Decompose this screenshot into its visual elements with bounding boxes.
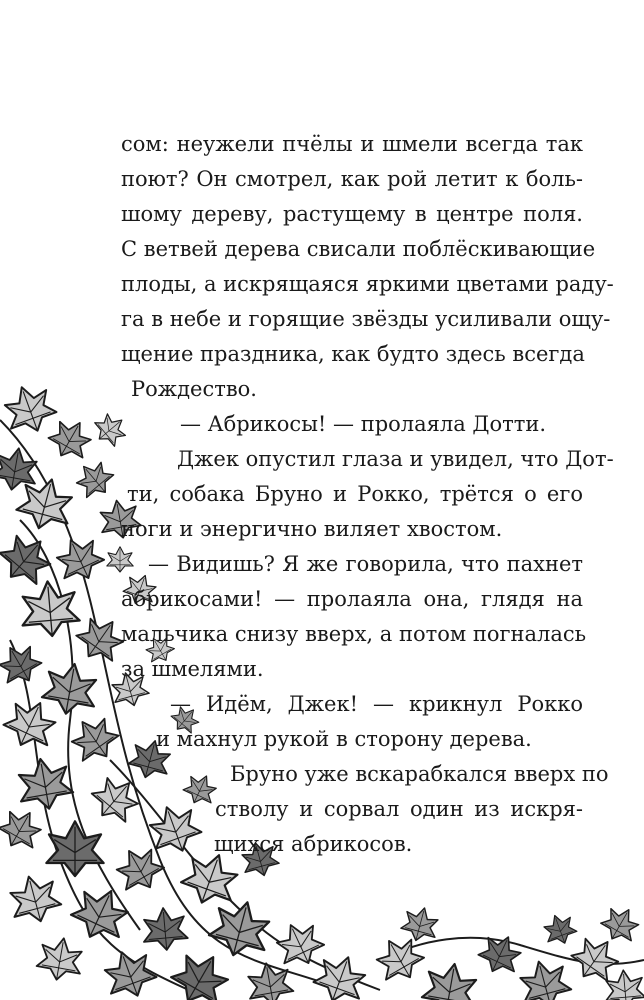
text-line: — Абрикосы! — пролаяла Дотти.: [180, 412, 547, 436]
ivy-leaf: [540, 910, 579, 948]
ivy-leaf: [604, 969, 644, 1000]
ivy-leaf: [40, 659, 101, 718]
ivy-leaf: [165, 944, 236, 1000]
ivy-leaf: [474, 929, 526, 980]
text-line: щение праздника, как будто здесь всегда: [121, 342, 585, 366]
ivy-leaf: [44, 413, 97, 466]
ivy-leaf: [14, 754, 75, 813]
ivy-leaf: [70, 455, 119, 503]
ivy-leaf: [110, 840, 169, 898]
ivy-leaf: [0, 803, 47, 856]
text-line: щихся абрикосов.: [214, 832, 413, 856]
text-line: плоды, а искрящаяся яркими цветами раду-: [121, 272, 614, 296]
text-line: мальчика снизу вверх, а потом погналась: [121, 622, 587, 646]
ivy-leaf: [310, 949, 371, 1000]
ivy-leaf: [420, 959, 481, 1000]
text-line: Рождество.: [131, 377, 257, 401]
ivy-leaf: [107, 547, 133, 572]
text-line: С ветвей дерева свисали поблёскивающие: [121, 237, 596, 261]
ivy-leaf: [370, 930, 429, 988]
text-line: и махнул рукой в сторону дерева.: [156, 727, 532, 751]
ivy-leaf: [515, 955, 574, 1000]
ivy-leaf: [0, 445, 40, 494]
ivy-leaf: [0, 526, 59, 593]
ivy-leaf: [66, 880, 135, 948]
text-line: — Идём, Джек! — крикнул Рокко: [170, 692, 583, 716]
text-line: стволу и сорвал один из искря-: [215, 797, 583, 821]
text-line: ноги и энергично виляет хвостом.: [121, 517, 503, 541]
text-line: за шмелями.: [121, 657, 264, 681]
text-line: поют? Он смотрел, как рой летит к боль-: [121, 167, 583, 191]
ivy-leaf: [89, 408, 131, 450]
text-line: Бруно уже вскарабкался вверх по: [230, 762, 609, 786]
ivy-leaf: [35, 935, 86, 984]
text-line: абрикосами! — пролаяла она, глядя на: [121, 587, 583, 611]
ivy-leaf: [51, 531, 109, 588]
ivy-leaf: [141, 906, 188, 952]
ivy-leaf: [0, 693, 62, 755]
ivy-leaf: [19, 579, 81, 638]
ivy-leaf: [64, 709, 124, 769]
ivy-leaf: [206, 895, 275, 963]
text-line: га в небе и горящие звёзды усиливали ощу-: [121, 307, 611, 331]
text-line: шому дереву, растущему в центре поля.: [121, 202, 583, 226]
ivy-leaf: [399, 903, 442, 945]
ivy-leaf: [5, 870, 64, 927]
text-line: — Видишь? Я же говорила, что пахнет: [148, 552, 583, 576]
text-line: сом: неужели пчёлы и шмели всегда так: [121, 132, 583, 156]
ivy-leaf: [597, 901, 644, 948]
ivy-leaf: [0, 638, 46, 691]
ivy-leaf: [85, 769, 146, 829]
text-line: Джек опустил глаза и увидел, что Дот-: [177, 447, 614, 471]
text-line: ти, собака Бруно и Рокко, трётся о его: [127, 482, 583, 506]
